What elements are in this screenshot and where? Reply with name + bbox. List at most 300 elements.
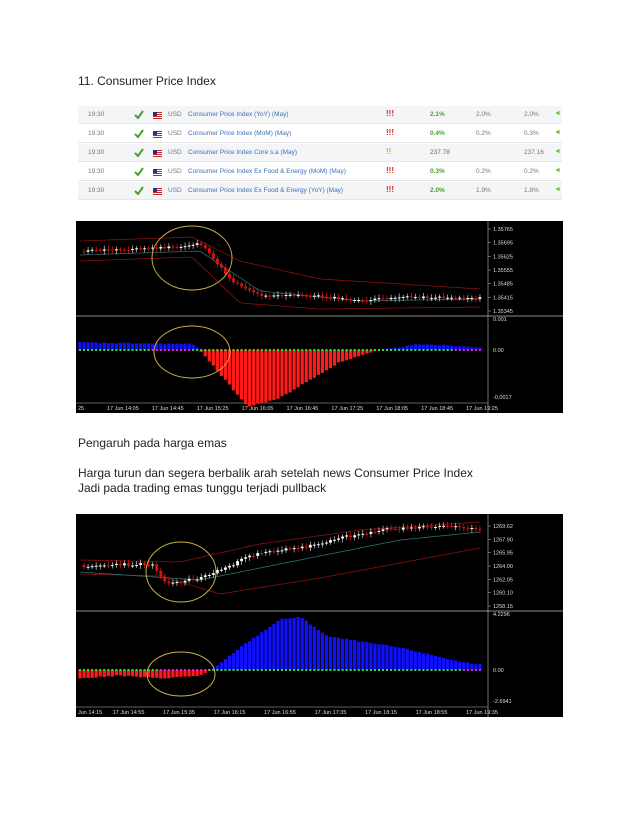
histogram-bar (264, 630, 267, 670)
candle-body (143, 563, 146, 565)
histogram-bar (438, 657, 441, 670)
histogram-bar (434, 656, 437, 670)
candle-body (374, 299, 377, 300)
candle-body (123, 563, 126, 565)
zero-line-dot (176, 349, 178, 351)
zero-line-dot (350, 669, 352, 671)
histogram-bar (78, 670, 81, 679)
zero-line-dot (439, 669, 441, 671)
candle-body (442, 526, 445, 527)
candle-body (240, 284, 243, 287)
candle-body (297, 295, 300, 296)
zero-line-dot (447, 349, 449, 351)
histogram-bar (248, 350, 251, 406)
zero-line-dot (329, 349, 331, 351)
time-axis-label: 17 Jun 17:35 (314, 710, 347, 716)
zero-line-dot (111, 349, 113, 351)
candle-body (123, 250, 126, 251)
candle-body (139, 248, 142, 249)
candle-body (305, 295, 308, 296)
candle-body (252, 290, 255, 292)
candle-body (99, 250, 102, 251)
zero-line-dot (370, 669, 372, 671)
candle-body (297, 548, 300, 549)
candle-body (224, 567, 227, 569)
histogram-bar (119, 343, 122, 350)
candle-body (281, 550, 284, 551)
histogram-bar (317, 630, 320, 670)
zero-line-dot (479, 349, 481, 351)
candle-body (216, 259, 219, 265)
candle-body (479, 529, 482, 530)
zero-line-dot (156, 669, 158, 671)
candle-body (333, 540, 336, 541)
candle-body (252, 556, 255, 557)
candle-body (127, 250, 130, 251)
candle-body (341, 537, 344, 539)
zero-line-dot (430, 669, 432, 671)
zero-line-dot (293, 349, 295, 351)
zero-line-dot (398, 349, 400, 351)
histogram-bar (333, 637, 336, 670)
candle-body (361, 300, 364, 301)
zero-line-dot (188, 669, 190, 671)
oscillator-tick-label: -0.0017 (493, 395, 512, 401)
zero-line-dot (329, 669, 331, 671)
histogram-bar (414, 652, 417, 670)
candle-body (256, 292, 259, 293)
histogram-bar (313, 350, 316, 378)
previous-value: 0.2% (524, 168, 539, 175)
candle-body (119, 564, 122, 565)
event-name-link[interactable]: Consumer Price Index Ex Food & Energy (MoM) (May) (188, 168, 346, 175)
candle-body (240, 559, 243, 561)
price-tick-label: 1262.05 (493, 577, 513, 584)
histogram-bar (297, 350, 300, 387)
histogram-bar (208, 350, 211, 361)
candle-body (83, 565, 86, 567)
zero-line-dot (136, 669, 138, 671)
zero-line-dot (382, 669, 384, 671)
us-flag-icon (153, 131, 162, 138)
histogram-bar (103, 342, 106, 350)
histogram-bar (301, 618, 304, 670)
zero-line-dot (220, 349, 222, 351)
event-name-link[interactable]: Consumer Price Index (YoY) (May) (188, 111, 289, 118)
expand-arrow-icon[interactable]: ◄ (554, 148, 561, 155)
histogram-bar (446, 659, 449, 670)
zero-line-dot (273, 669, 275, 671)
time-axis-label: 17 Jun 15:25 (196, 406, 229, 412)
event-time: 19:30 (88, 130, 105, 137)
zero-line-dot (459, 669, 461, 671)
candle-body (115, 249, 118, 250)
time-axis-label: 17 Jun 18:45 (421, 406, 454, 412)
histogram-bar (337, 350, 340, 362)
candle-body (369, 532, 372, 534)
histogram-bar (171, 670, 174, 678)
histogram-bar (264, 350, 267, 402)
zero-line-dot (386, 349, 388, 351)
candle-body (83, 251, 86, 252)
zero-line-dot (192, 349, 194, 351)
time-axis-label: 17 Jun 14:55 (112, 710, 145, 716)
zero-line-dot (216, 349, 218, 351)
zero-line-dot (245, 349, 247, 351)
price-tick-label: 1.35695 (493, 240, 513, 247)
candle-body (236, 282, 239, 283)
zero-line-dot (200, 349, 202, 351)
time-axis-label: 17 Jun 14:05 (106, 406, 139, 412)
candle-body (378, 298, 381, 299)
candle-body (454, 526, 457, 527)
candle-body (196, 580, 199, 581)
row-divider (78, 142, 562, 143)
candle-body (349, 299, 352, 300)
zero-line-dot (321, 669, 323, 671)
candle-body (151, 564, 154, 565)
time-axis-label: 17 Jun 15:35 (163, 710, 195, 716)
candle-body (260, 293, 263, 295)
histogram-bar (329, 350, 332, 368)
candle-body (438, 297, 441, 298)
zero-line-dot (455, 349, 457, 351)
zero-line-dot (354, 669, 356, 671)
zero-line-dot (79, 349, 81, 351)
histogram-bar (373, 644, 376, 670)
zero-line-dot (463, 669, 465, 671)
candle-body (418, 297, 421, 298)
candle-body (212, 573, 215, 575)
histogram-bar (82, 342, 85, 350)
zero-line-dot (152, 349, 154, 351)
candle-body (228, 566, 231, 568)
candle-body (232, 565, 235, 566)
histogram-bar (175, 670, 178, 677)
row-divider (78, 180, 562, 181)
zero-line-dot (237, 349, 239, 351)
histogram-bar (280, 350, 283, 396)
candle-body (301, 547, 304, 549)
table-row (78, 106, 562, 124)
histogram-bar (280, 619, 283, 670)
candle-body (337, 297, 340, 299)
candle-body (349, 535, 352, 537)
zero-line-dot (253, 349, 255, 351)
zero-line-dot (398, 669, 400, 671)
forecast-value: 0.2% (476, 130, 491, 137)
histogram-bar (309, 624, 312, 670)
histogram-bar (252, 350, 255, 405)
zero-line-dot (241, 669, 243, 671)
histogram-bar (115, 343, 118, 350)
zero-line-dot (362, 349, 364, 351)
event-name-link[interactable]: Consumer Price Index Core s.a (May) (188, 149, 298, 156)
candle-body (313, 296, 316, 297)
expand-arrow-icon[interactable]: ◄ (554, 129, 561, 136)
histogram-bar (268, 627, 271, 670)
zero-line-dot (378, 349, 380, 351)
table-row (78, 182, 562, 200)
zero-line-dot (224, 349, 226, 351)
candle-body (264, 296, 267, 297)
candle-body (345, 535, 348, 536)
histogram-bar (325, 635, 328, 670)
zero-line-dot (459, 349, 461, 351)
candle-body (361, 534, 364, 535)
zero-line-dot (136, 349, 138, 351)
us-flag-icon (153, 169, 162, 176)
histogram-bar (220, 350, 223, 376)
candle-body (402, 528, 405, 530)
histogram-bar (147, 343, 150, 350)
price-tick-label: 1265.95 (493, 550, 513, 557)
candle-body (386, 298, 389, 299)
candle-body (147, 248, 150, 249)
histogram-bar (284, 350, 287, 394)
zero-line-dot (414, 349, 416, 351)
oscillator-tick-label: 0.00 (493, 668, 504, 674)
histogram-bar (442, 658, 445, 670)
candle-body (325, 543, 328, 544)
candle-body (382, 529, 385, 531)
candle-body (422, 296, 425, 298)
candle-body (224, 268, 227, 274)
candle-body (353, 535, 356, 537)
zero-line-dot (160, 669, 162, 671)
zero-line-dot (107, 669, 109, 671)
candle-body (406, 528, 409, 529)
zero-line-dot (463, 349, 465, 351)
zero-line-dot (220, 669, 222, 671)
candle-body (159, 247, 162, 249)
histogram-bar (361, 641, 364, 670)
impact-indicator: !!! (386, 109, 394, 118)
zero-line-dot (119, 349, 121, 351)
zero-line-dot (123, 669, 125, 671)
zero-line-dot (83, 669, 85, 671)
zero-line-dot (285, 349, 287, 351)
zero-line-dot (172, 349, 174, 351)
histogram-bar (276, 350, 279, 399)
zero-line-dot (176, 669, 178, 671)
histogram-bar (220, 662, 223, 670)
candle-body (414, 528, 417, 529)
zero-line-dot (334, 349, 336, 351)
histogram-bar (260, 632, 263, 670)
eurusd-chart (76, 221, 563, 413)
zero-line-dot (188, 349, 190, 351)
candle-body (321, 543, 324, 544)
time-axis-label: 17 Jun 19:25 (466, 406, 498, 412)
histogram-bar (86, 670, 89, 678)
candle-body (289, 295, 292, 296)
histogram-bar (95, 342, 98, 350)
zero-line-dot (313, 349, 315, 351)
table-row (78, 144, 562, 162)
impact-indicator: !! (386, 147, 392, 156)
zero-line-dot (350, 349, 352, 351)
candle-body (155, 248, 158, 249)
candle-body (192, 245, 195, 246)
zero-line-dot (317, 349, 319, 351)
oscillator-tick-label: -2.6941 (493, 699, 512, 705)
zero-line-dot (237, 669, 239, 671)
histogram-bar (151, 670, 154, 678)
zero-line-dot (334, 669, 336, 671)
histogram-bar (345, 350, 348, 360)
candle-body (309, 296, 312, 297)
zero-line-dot (430, 349, 432, 351)
histogram-bar (410, 650, 413, 670)
candle-body (309, 545, 312, 548)
candle-body (470, 298, 473, 299)
zero-line-dot (471, 669, 473, 671)
previous-value: 1.8% (524, 187, 539, 194)
zero-line-dot (475, 669, 477, 671)
event-name-link[interactable]: Consumer Price Index (MoM) (May) (188, 130, 292, 137)
price-tick-label: 1260.10 (493, 590, 513, 597)
candle-body (200, 577, 203, 580)
paragraph-explanation-2: Jadi pada trading emas tunggu terjadi pullback (78, 481, 327, 495)
candle-body (208, 248, 211, 253)
candle-body (232, 278, 235, 282)
candle-body (180, 247, 183, 248)
zero-line-dot (325, 349, 327, 351)
zero-line-dot (277, 669, 279, 671)
histogram-bar (341, 350, 344, 361)
candle-body (155, 564, 158, 570)
candle-body (176, 247, 179, 248)
candle-body (434, 527, 437, 528)
zero-line-dot (140, 669, 142, 671)
impact-indicator: !!! (386, 128, 394, 137)
zero-line-dot (140, 349, 142, 351)
candle-body (188, 245, 191, 246)
zero-line-dot (200, 669, 202, 671)
oscillator-tick-label: 0.00 (493, 348, 504, 354)
zero-line-dot (224, 669, 226, 671)
candle-body (446, 298, 449, 299)
candle-body (220, 570, 223, 571)
candle-body (256, 553, 259, 556)
expand-arrow-icon[interactable]: ◄ (554, 110, 561, 117)
chart-background (76, 221, 563, 413)
zero-line-dot (289, 349, 291, 351)
us-flag-icon (153, 188, 162, 195)
zero-line-dot (293, 669, 295, 671)
candle-body (426, 296, 429, 298)
zero-line-dot (168, 669, 170, 671)
expand-arrow-icon[interactable]: ◄ (554, 186, 561, 193)
zero-line-dot (269, 349, 271, 351)
candle-body (268, 296, 271, 297)
candle-body (378, 531, 381, 532)
zero-line-dot (204, 669, 206, 671)
table-row (78, 163, 562, 181)
table-row (78, 125, 562, 143)
candle-body (176, 582, 179, 583)
zero-line-dot (358, 349, 360, 351)
zero-line-dot (451, 669, 453, 671)
candle-body (264, 552, 267, 553)
candle-body (212, 253, 215, 258)
histogram-bar (252, 638, 255, 670)
checkmark-icon (134, 167, 144, 177)
candle-body (353, 300, 356, 301)
zero-line-dot (95, 349, 97, 351)
candle-body (458, 298, 461, 299)
candle-body (220, 264, 223, 267)
zero-line-dot (249, 669, 251, 671)
histogram-bar (426, 654, 429, 670)
candle-body (442, 297, 445, 299)
candle-body (386, 528, 389, 529)
histogram-bar (86, 342, 89, 350)
candle-body (192, 579, 195, 580)
expand-arrow-icon[interactable]: ◄ (554, 167, 561, 174)
candle-body (244, 286, 247, 288)
zero-line-dot (123, 349, 125, 351)
zero-line-dot (144, 349, 146, 351)
histogram-bar (305, 350, 308, 382)
histogram-bar (216, 350, 219, 371)
event-currency: USD (168, 168, 182, 175)
candle-body (167, 581, 170, 583)
zero-line-dot (342, 669, 344, 671)
zero-line-dot (249, 349, 251, 351)
us-flag-icon (153, 112, 162, 119)
histogram-bar (99, 343, 102, 350)
zero-line-dot (301, 669, 303, 671)
zero-line-dot (426, 349, 428, 351)
histogram-bar (321, 350, 324, 373)
candle-body (196, 243, 199, 245)
candle-body (248, 556, 251, 558)
candle-body (273, 296, 276, 297)
candle-body (228, 274, 231, 279)
zero-line-dot (394, 669, 396, 671)
event-time: 19:30 (88, 168, 105, 175)
checkmark-icon (134, 186, 144, 196)
candle-body (394, 529, 397, 530)
histogram-bar (381, 644, 384, 670)
paragraph-gold-effect: Pengaruh pada harga emas (78, 436, 227, 450)
zero-line-dot (382, 349, 384, 351)
histogram-bar (256, 350, 259, 404)
candle-body (333, 297, 336, 298)
time-axis-label: 17 Jun 16:05 (241, 406, 274, 412)
candle-body (167, 247, 170, 249)
candle-body (430, 526, 433, 527)
zero-line-dot (366, 349, 368, 351)
candle-body (135, 248, 138, 249)
zero-line-dot (103, 669, 105, 671)
histogram-bar (159, 670, 162, 679)
event-name-link[interactable]: Consumer Price Index Ex Food & Energy (YoY) (May) (188, 187, 344, 194)
price-tick-label: 1264.00 (493, 564, 513, 570)
zero-line-dot (297, 349, 299, 351)
histogram-bar (357, 642, 360, 670)
histogram-bar (321, 633, 324, 670)
histogram-bar (398, 648, 401, 670)
zero-line-dot (374, 349, 376, 351)
histogram-bar (163, 670, 166, 678)
zero-line-dot (208, 349, 210, 351)
zero-line-dot (107, 349, 109, 351)
candle-body (281, 295, 284, 296)
event-currency: USD (168, 149, 182, 156)
